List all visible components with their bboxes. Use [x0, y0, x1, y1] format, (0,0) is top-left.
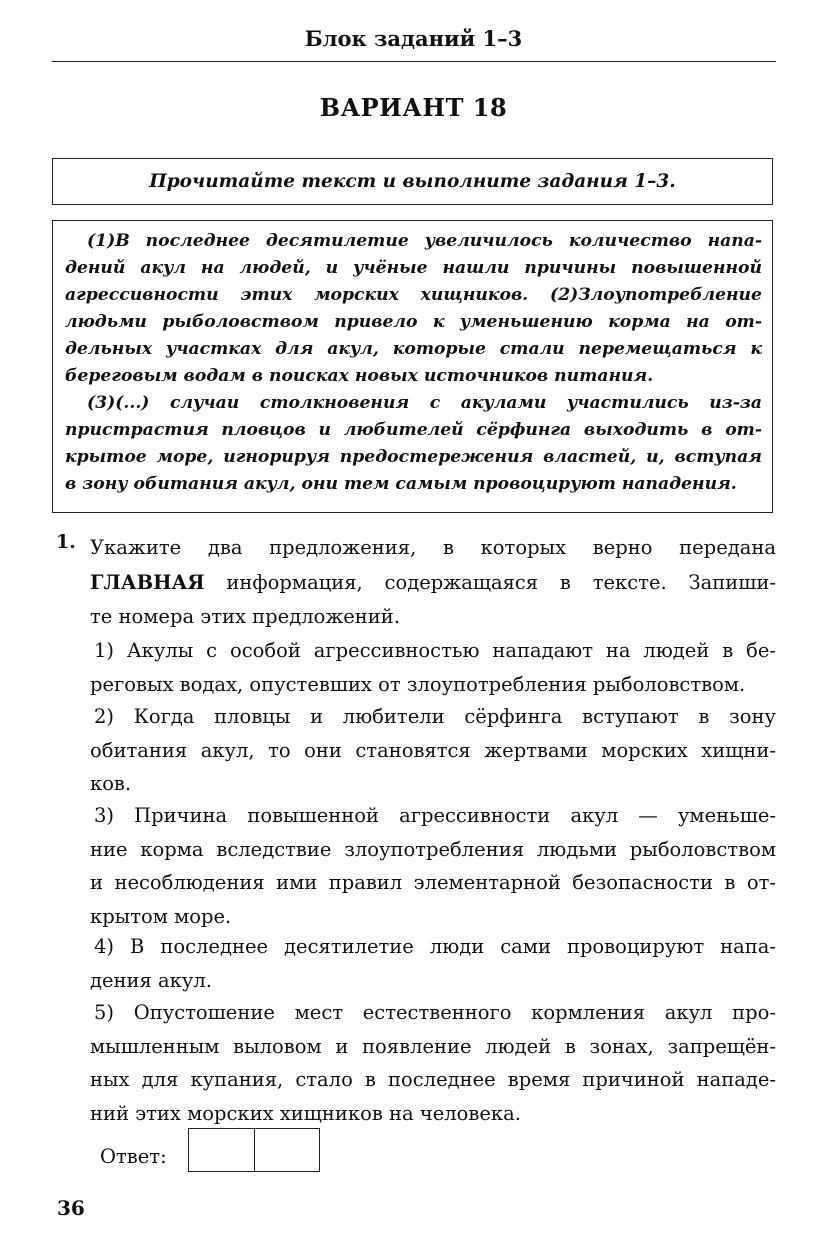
block-title: Блок заданий 1–3	[304, 26, 523, 51]
option-line: 3) Причина повышенной агрессивности акул — уменьше-	[94, 804, 776, 827]
page-number: 36	[57, 1196, 85, 1220]
option-line: 2) Когда пловцы и любители сёрфинга вступают в зону	[94, 705, 776, 728]
answer-cell-2[interactable]	[255, 1129, 320, 1171]
answer-option-4	[90, 930, 776, 997]
question-line: те номера этих предложений.	[90, 605, 401, 628]
text-line: агрессивности этих морских хищников. (2)Злоупотребление	[65, 285, 762, 305]
text-line: дений акул на людей, и учёные нашли причины повышенной	[65, 258, 762, 278]
option-line: ных для купания, стало в последнее время причиной нападе-	[90, 1068, 776, 1091]
option-line: 5) Опустошение мест естественного кормления акул про-	[94, 1001, 776, 1024]
option-line: мышленным выловом и появление людей в зонах, запрещён-	[90, 1034, 776, 1058]
option-line: 4) В последнее десятилетие люди сами провоцируют напа-	[94, 935, 776, 958]
text-line: крытое море, игнорируя предостережения властей, и, вступая	[65, 447, 762, 467]
text-line: (1)В последнее десятилетие увеличилось количество напа-	[87, 231, 762, 251]
text-line: в зону обитания акул, они тем самым провоцируют нападения.	[65, 474, 737, 494]
text-line: людьми рыболовством привело к уменьшению корма на от-	[65, 312, 762, 332]
option-line: реговых водах, опустевших от злоупотребления рыболовством.	[90, 672, 746, 696]
text-line: (3)(...) случаи столкновения с акулами участились из-за	[87, 393, 762, 413]
text-line: пристрастия пловцов и любителей сёрфинга выходить в от-	[65, 420, 762, 440]
option-line: 1) Акулы с особой агрессивностью нападают на людей в бе-	[94, 639, 776, 662]
question-emphasis: ГЛАВНАЯ	[90, 570, 205, 594]
answer-label: Ответ:	[100, 1145, 167, 1168]
question-line	[90, 566, 776, 601]
answer-option-2	[90, 700, 776, 801]
option-line: обитания акул, то они становятся жертвами морских хищни-	[90, 738, 776, 762]
option-line: и несоблюдения ими правил элементарной безопасности в от-	[90, 871, 776, 894]
option-line: крытом море.	[90, 904, 232, 928]
header-divider	[52, 61, 776, 62]
instruction-text: Прочитайте текст и выполните задания 1–3.	[149, 171, 676, 192]
answer-cell-1[interactable]	[189, 1129, 255, 1171]
answer-option-3	[90, 799, 776, 933]
question-text	[90, 531, 776, 635]
instruction-box	[52, 158, 773, 205]
question-number: 1.	[56, 531, 76, 553]
answer-option-1	[90, 634, 776, 701]
option-line: ков.	[90, 772, 132, 795]
option-line: дения акул.	[90, 968, 212, 992]
text-line: дельных участках для акул, которые стали перемещаться к	[65, 339, 762, 359]
option-line: ние корма вследствие злоупотребления людьми рыболовством	[90, 837, 776, 861]
answer-input-box[interactable]	[188, 1128, 320, 1172]
answer-option-5	[90, 996, 776, 1130]
variant-title: ВАРИАНТ 18	[319, 93, 508, 122]
text-line: береговым водам в поисках новых источников питания.	[65, 366, 654, 386]
question-line: Укажите два предложения, в которых верно передана	[90, 536, 776, 559]
reading-text-box	[52, 220, 773, 513]
question-line-rest: информация, содержащаяся в тексте. Запиши-	[226, 570, 777, 594]
option-line: ний этих морских хищников на человека.	[90, 1101, 521, 1125]
